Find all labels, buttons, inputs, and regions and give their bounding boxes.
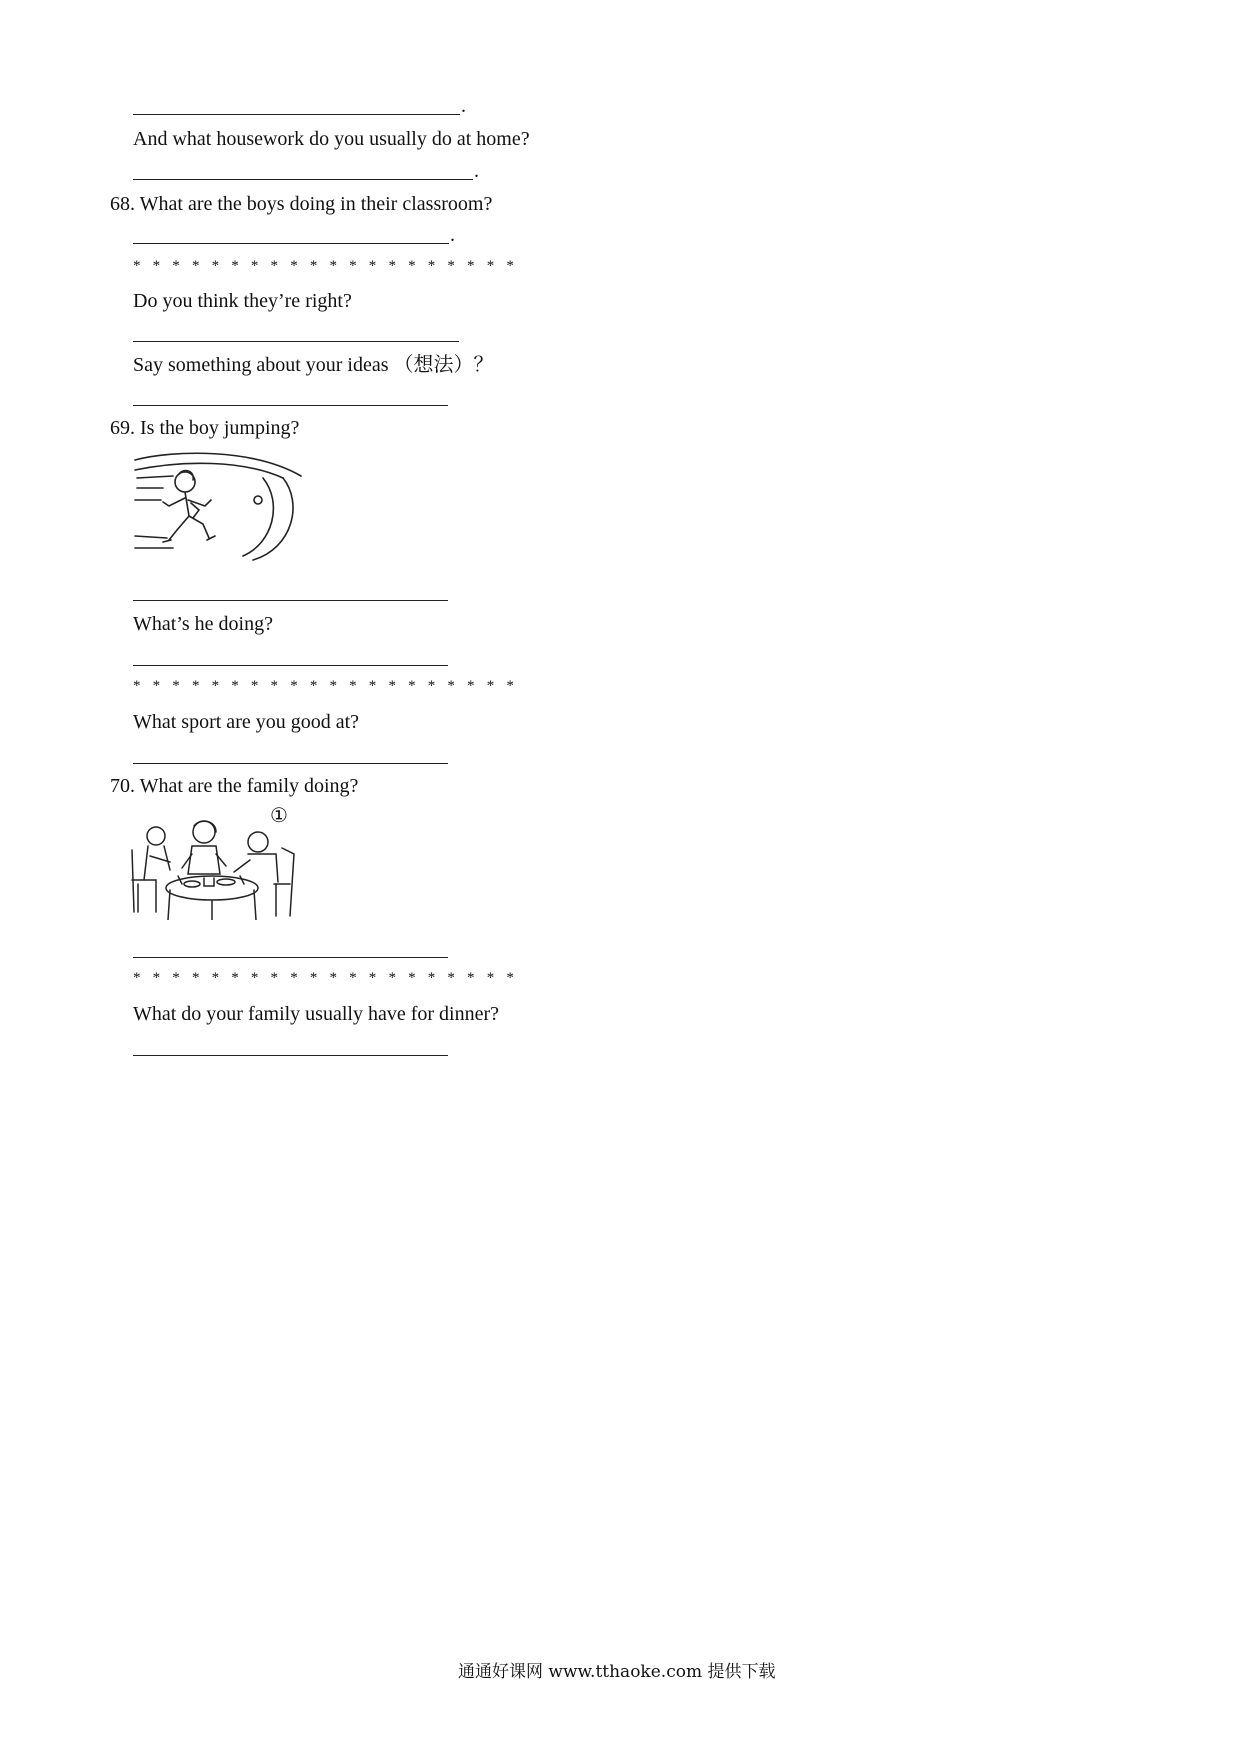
answer-line[interactable] <box>133 1055 448 1056</box>
question-69-prompt: 69. Is the boy jumping? <box>110 417 300 439</box>
answer-line[interactable] <box>133 114 460 115</box>
divider-stars: * * * * * * * * * * * * * * * * * * * * <box>133 678 519 694</box>
answer-period: . <box>450 224 455 246</box>
divider-stars: * * * * * * * * * * * * * * * * * * * * <box>133 258 519 274</box>
question-68-prompt: 68. What are the boys doing in their classroom? <box>110 193 493 215</box>
answer-line[interactable] <box>133 341 459 342</box>
answer-line[interactable] <box>133 665 448 666</box>
question-sport: What sport are you good at? <box>133 711 360 733</box>
question-ideas: Say something about your ideas （想法）？ <box>133 354 494 376</box>
answer-line[interactable] <box>133 600 448 601</box>
page-footer: 通通好课网 www.tthaoke.com 提供下载 <box>458 1662 776 1682</box>
question-70-prompt: 70. What are the family doing? <box>110 775 359 797</box>
answer-line[interactable] <box>133 179 473 180</box>
answer-period: . <box>461 95 466 117</box>
family-at-dinner-table-icon <box>130 820 300 920</box>
boy-running-on-track-icon <box>133 448 305 568</box>
answer-line[interactable] <box>133 243 449 244</box>
answer-line[interactable] <box>133 957 448 958</box>
picture-number: ① <box>270 805 288 827</box>
question-housework: And what housework do you usually do at home? <box>133 128 530 150</box>
answer-period: . <box>474 160 479 182</box>
question-whats-he-doing: What’s he doing? <box>133 613 273 635</box>
question-dinner: What do your family usually have for dinner? <box>133 1003 499 1025</box>
divider-stars: * * * * * * * * * * * * * * * * * * * * <box>133 970 519 986</box>
question-opinion: Do you think they’re right? <box>133 290 352 312</box>
answer-line[interactable] <box>133 405 448 406</box>
answer-line[interactable] <box>133 763 448 764</box>
